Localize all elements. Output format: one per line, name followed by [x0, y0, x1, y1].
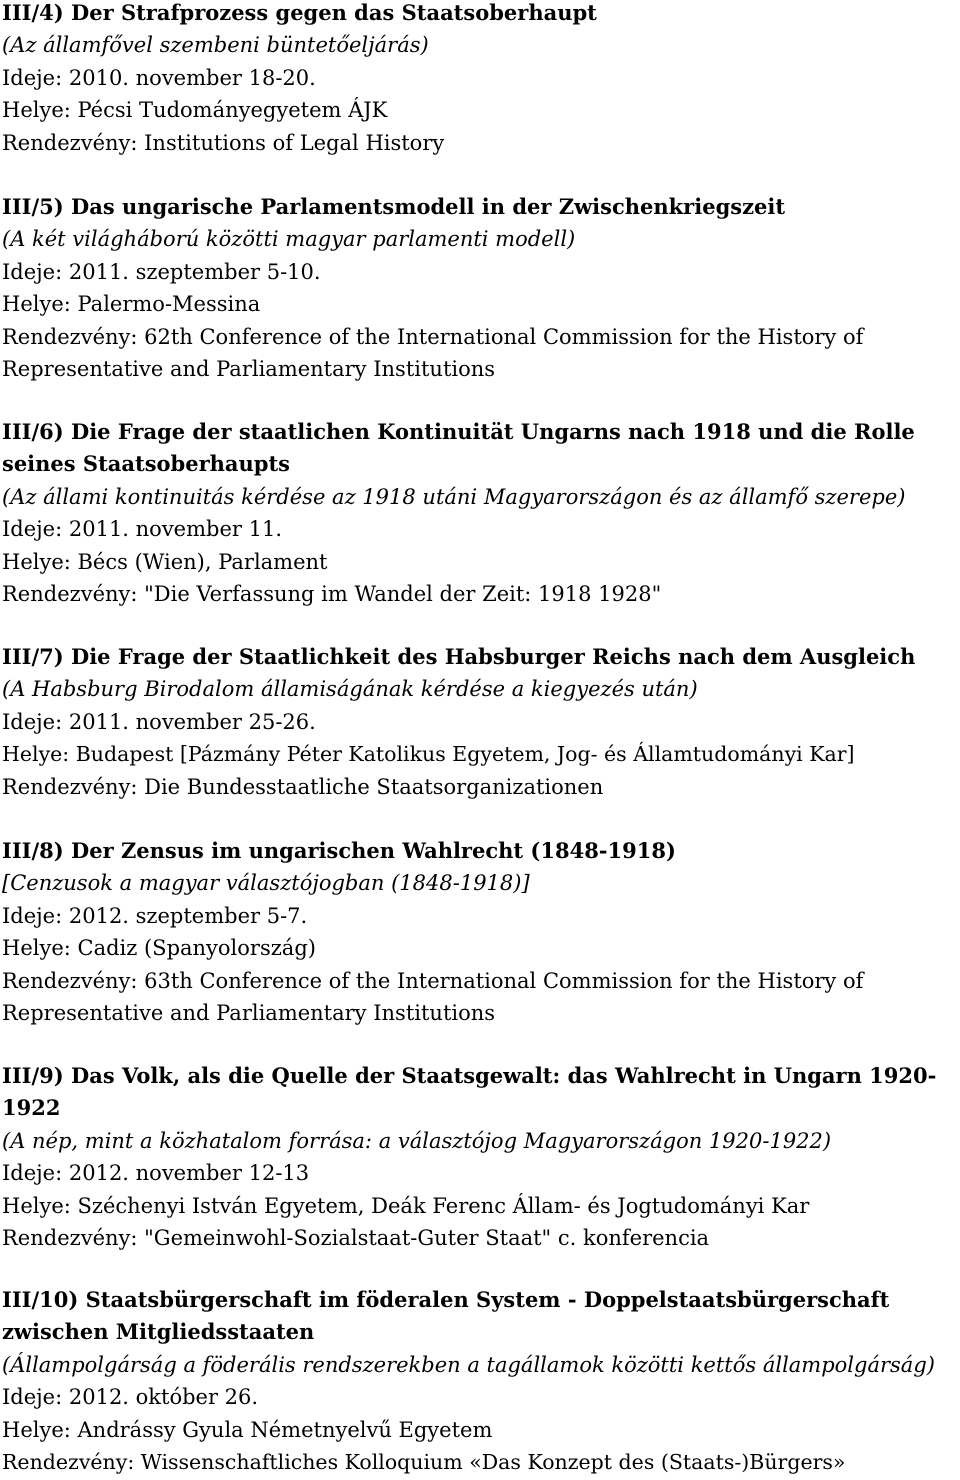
entry-place: Helye: Palermo-Messina — [2, 292, 261, 317]
entry-date: Ideje: 2010. november 18-20. — [2, 65, 316, 90]
entry-event: Rendezvény: "Die Verfassung im Wandel der Zeit: 1918 1928" — [2, 581, 662, 606]
entry-title: III/5) Das ungarische Parlamentsmodell in der Zwischenkriegszeit — [2, 194, 786, 219]
entry-place: Helye: Andrássy Gyula Németnyelvű Egyetem — [2, 1417, 493, 1442]
entry-date: Ideje: 2011. november 11. — [2, 517, 283, 542]
entry-date: Ideje: 2012. szeptember 5-7. — [2, 903, 308, 928]
entry-iii-7 — [2, 641, 960, 803]
entry-event: Rendezvény: 63th Conference of the International Commission for the History of Representative and Parliamentary Institutions — [2, 968, 864, 1025]
entry-title: III/9) Das Volk, als die Quelle der Staatsgewalt: das Wahlrecht in Ungarn 1920-1922 — [2, 1063, 937, 1121]
entry-place: Helye: Széchenyi István Egyetem, Deák Ferenc Állam- és Jogtudományi Kar — [2, 1193, 810, 1218]
entry-date: Ideje: 2012. október 26. — [2, 1385, 259, 1410]
entry-date: Ideje: 2011. szeptember 5-10. — [2, 259, 321, 284]
entry-subtitle: (Az államfővel szembeni büntetőeljárás) — [2, 33, 429, 58]
entry-title: III/10) Staatsbürgerschaft im föderalen System - Doppelstaatsbürgerschaft zwischen Mitgliedsstaaten — [2, 1287, 890, 1345]
entry-date: Ideje: 2011. november 25-26. — [2, 709, 316, 734]
entry-subtitle: (A Habsburg Birodalom államiságának kérdése a kiegyezés után) — [2, 677, 698, 702]
entry-event: Rendezvény: "Gemeinwohl-Sozialstaat-Guter Staat" c. konferencia — [2, 1225, 710, 1250]
entry-place: Helye: Cadiz (Spanyolország) — [2, 936, 316, 961]
entry-date: Ideje: 2012. november 12-13 — [2, 1161, 310, 1186]
entry-iii-6 — [2, 416, 960, 610]
entry-title: III/6) Die Frage der staatlichen Kontinuität Ungarns nach 1918 und die Rolle seines Staatsoberhaupts — [2, 419, 915, 477]
entry-title: III/4) Der Strafprozess gegen das Staatsoberhaupt — [2, 0, 597, 25]
entry-title: III/7) Die Frage der Staatlichkeit des Habsburger Reichs nach dem Ausgleich — [2, 644, 916, 669]
entry-iii-8 — [2, 835, 960, 1029]
entry-event: Rendezvény: Die Bundesstaatliche Staatsorganizationen — [2, 774, 604, 799]
entry-subtitle: (Az állami kontinuitás kérdése az 1918 utáni Magyarországon és az államfő szerepe) — [2, 484, 906, 509]
entry-iii-5 — [2, 191, 960, 385]
entry-place: Helye: Pécsi Tudományegyetem ÁJK — [2, 98, 388, 123]
entry-title: III/8) Der Zensus im ungarischen Wahlrecht (1848-1918) — [2, 838, 676, 863]
entry-subtitle: (A nép, mint a közhatalom forrása: a választójog Magyarországon 1920-1922) — [2, 1128, 832, 1153]
entry-event: Rendezvény: Wissenschaftliches Kolloquium «Das Konzept des (Staats-)Bürgers» — [2, 1449, 846, 1474]
entry-subtitle: (A két világháború közötti magyar parlamenti modell) — [2, 227, 576, 252]
entry-subtitle: (Állampolgárság a föderális rendszerekben a tagállamok közötti kettős állampolgárság) — [2, 1352, 935, 1377]
entry-iii-9 — [2, 1060, 960, 1254]
entry-iii-10 — [2, 1284, 960, 1478]
entry-subtitle: [Cenzusok a magyar választójogban (1848-1918)] — [2, 871, 530, 896]
entry-place: Helye: Bécs (Wien), Parlament — [2, 549, 328, 574]
entry-place: Helye: Budapest [Pázmány Péter Katolikus Egyetem, Jog- és Államtudományi Kar] — [2, 742, 855, 767]
entry-event: Rendezvény: Institutions of Legal History — [2, 130, 445, 155]
entry-iii-4 — [2, 0, 960, 159]
entry-event: Rendezvény: 62th Conference of the International Commission for the History of Representative and Parliamentary Institutions — [2, 324, 864, 381]
